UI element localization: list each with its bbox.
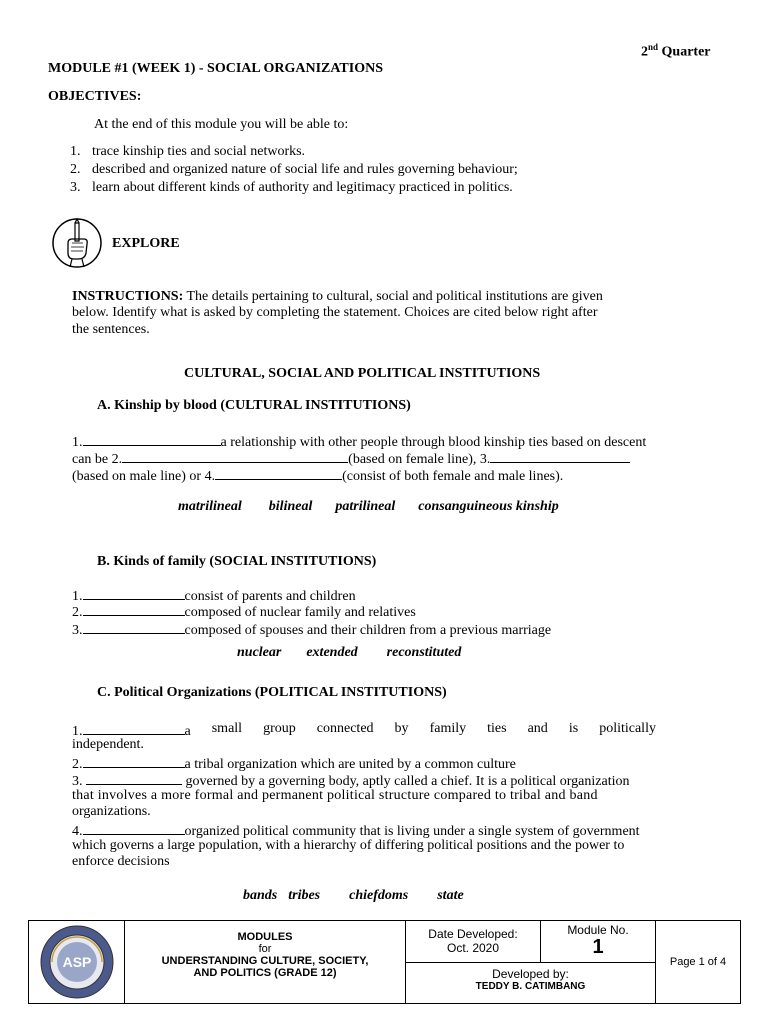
section-c-item-2: 2. a tribal organization which are united by a common culture	[72, 754, 516, 773]
answer-blank[interactable]	[83, 821, 185, 835]
objective-item: 3. learn about different kinds of authority and legitimacy practiced in politics.	[70, 180, 513, 195]
list-item: 2. composed of nuclear family and relatives	[72, 602, 416, 621]
course-line: UNDERSTANDING CULTURE, SOCIETY,	[161, 955, 369, 967]
section-b-title: B. Kinds of family (SOCIAL INSTITUTIONS)	[97, 554, 377, 569]
list-item: 1. consist of parents and children	[72, 586, 356, 605]
objectives-intro: At the end of this module you will be able to:	[94, 117, 349, 132]
section-a-line: 1. a relationship with other people through blood kinship ties based on descent	[72, 432, 646, 451]
school-seal-logo	[38, 924, 116, 1000]
section-c-line: that involves a more formal and permanent political structure compared to tribal and band	[72, 788, 598, 803]
for-label: for	[258, 943, 272, 955]
developed-by-label: Developed by:	[492, 967, 569, 981]
section-c-line: enforce decisions	[72, 854, 170, 869]
section-b-choices: nuclear extended reconstituted	[237, 645, 462, 660]
section-c-line: organizations.	[72, 804, 151, 819]
objective-item: 2. described and organized nature of social life and rules governing behaviour;	[70, 162, 518, 177]
answer-blank[interactable]	[83, 586, 185, 600]
section-c-item-3: 3. governed by a governing body, aptly called a chief. It is a political organization	[72, 771, 629, 790]
section-c-title: C. Political Organizations (POLITICAL INSTITUTIONS)	[97, 685, 447, 700]
date-value: Oct. 2020	[446, 941, 500, 955]
date-label: Date Developed:	[428, 927, 518, 941]
footer-course-cell	[124, 920, 406, 1004]
page-number: Page 1 of 4	[669, 956, 727, 968]
footer-date-cell	[405, 920, 541, 963]
explore-label: EXPLORE	[112, 236, 180, 251]
section-c-line: which governs a large population, with a hierarchy of differing political positions and the power to	[72, 838, 625, 853]
section-c-item-1: 1. a small group connected by family ties and is politically	[72, 721, 656, 739]
answer-blank[interactable]	[215, 466, 342, 480]
answer-blank[interactable]	[122, 449, 348, 463]
instructions: INSTRUCTIONS: The details pertaining to cultural, social and political institutions are given	[72, 289, 603, 304]
modules-label: MODULES	[237, 931, 293, 943]
answer-blank[interactable]	[83, 754, 185, 768]
objectives-title: OBJECTIVES:	[48, 89, 142, 104]
answer-blank[interactable]	[83, 620, 185, 634]
footer-module-cell	[540, 920, 656, 963]
quarter-label: 2nd Quarter	[641, 42, 711, 60]
answer-blank[interactable]	[86, 771, 182, 785]
section-a-line: can be 2. (based on female line), 3.	[72, 449, 630, 468]
section-c-item-4: 4. organized political community that is living under a single system of government	[72, 821, 640, 840]
module-title: MODULE #1 (WEEK 1) - SOCIAL ORGANIZATIONS	[48, 61, 384, 76]
hand-pencil-icon	[50, 217, 104, 269]
section-a-line: (based on male line) or 4. (consist of both female and male lines).	[72, 466, 563, 485]
module-no-label: Module No.	[567, 923, 629, 937]
instructions-line: below. Identify what is asked by completing the statement. Choices are cited below right after	[72, 305, 598, 320]
section-a-choices: matrilineal bilineal patrilineal consanguineous kinship	[178, 499, 559, 514]
answer-blank[interactable]	[83, 721, 185, 735]
list-item: 3. composed of spouses and their children from a previous marriage	[72, 620, 551, 639]
footer-developer-cell	[405, 962, 656, 1004]
section-title: CULTURAL, SOCIAL AND POLITICAL INSTITUTIONS	[184, 366, 541, 381]
section-a-title: A. Kinship by blood (CULTURAL INSTITUTIONS)	[97, 398, 411, 413]
module-no-value: 1	[592, 936, 604, 958]
answer-blank[interactable]	[83, 432, 221, 446]
footer-page-cell	[655, 920, 741, 1004]
section-c-choices: bands tribes chiefdoms state	[243, 888, 464, 903]
developer-name: TEDDY B. CATIMBANG	[475, 981, 586, 992]
instructions-line: the sentences.	[72, 322, 150, 337]
answer-blank[interactable]	[490, 449, 630, 463]
course-line: AND POLITICS (GRADE 12)	[193, 967, 337, 979]
svg-text:ASP: ASP	[62, 954, 92, 970]
footer-logo-cell	[28, 920, 125, 1004]
section-c-line: independent.	[72, 737, 144, 752]
answer-blank[interactable]	[83, 602, 185, 616]
objective-item: 1. trace kinship ties and social networks.	[70, 144, 306, 159]
